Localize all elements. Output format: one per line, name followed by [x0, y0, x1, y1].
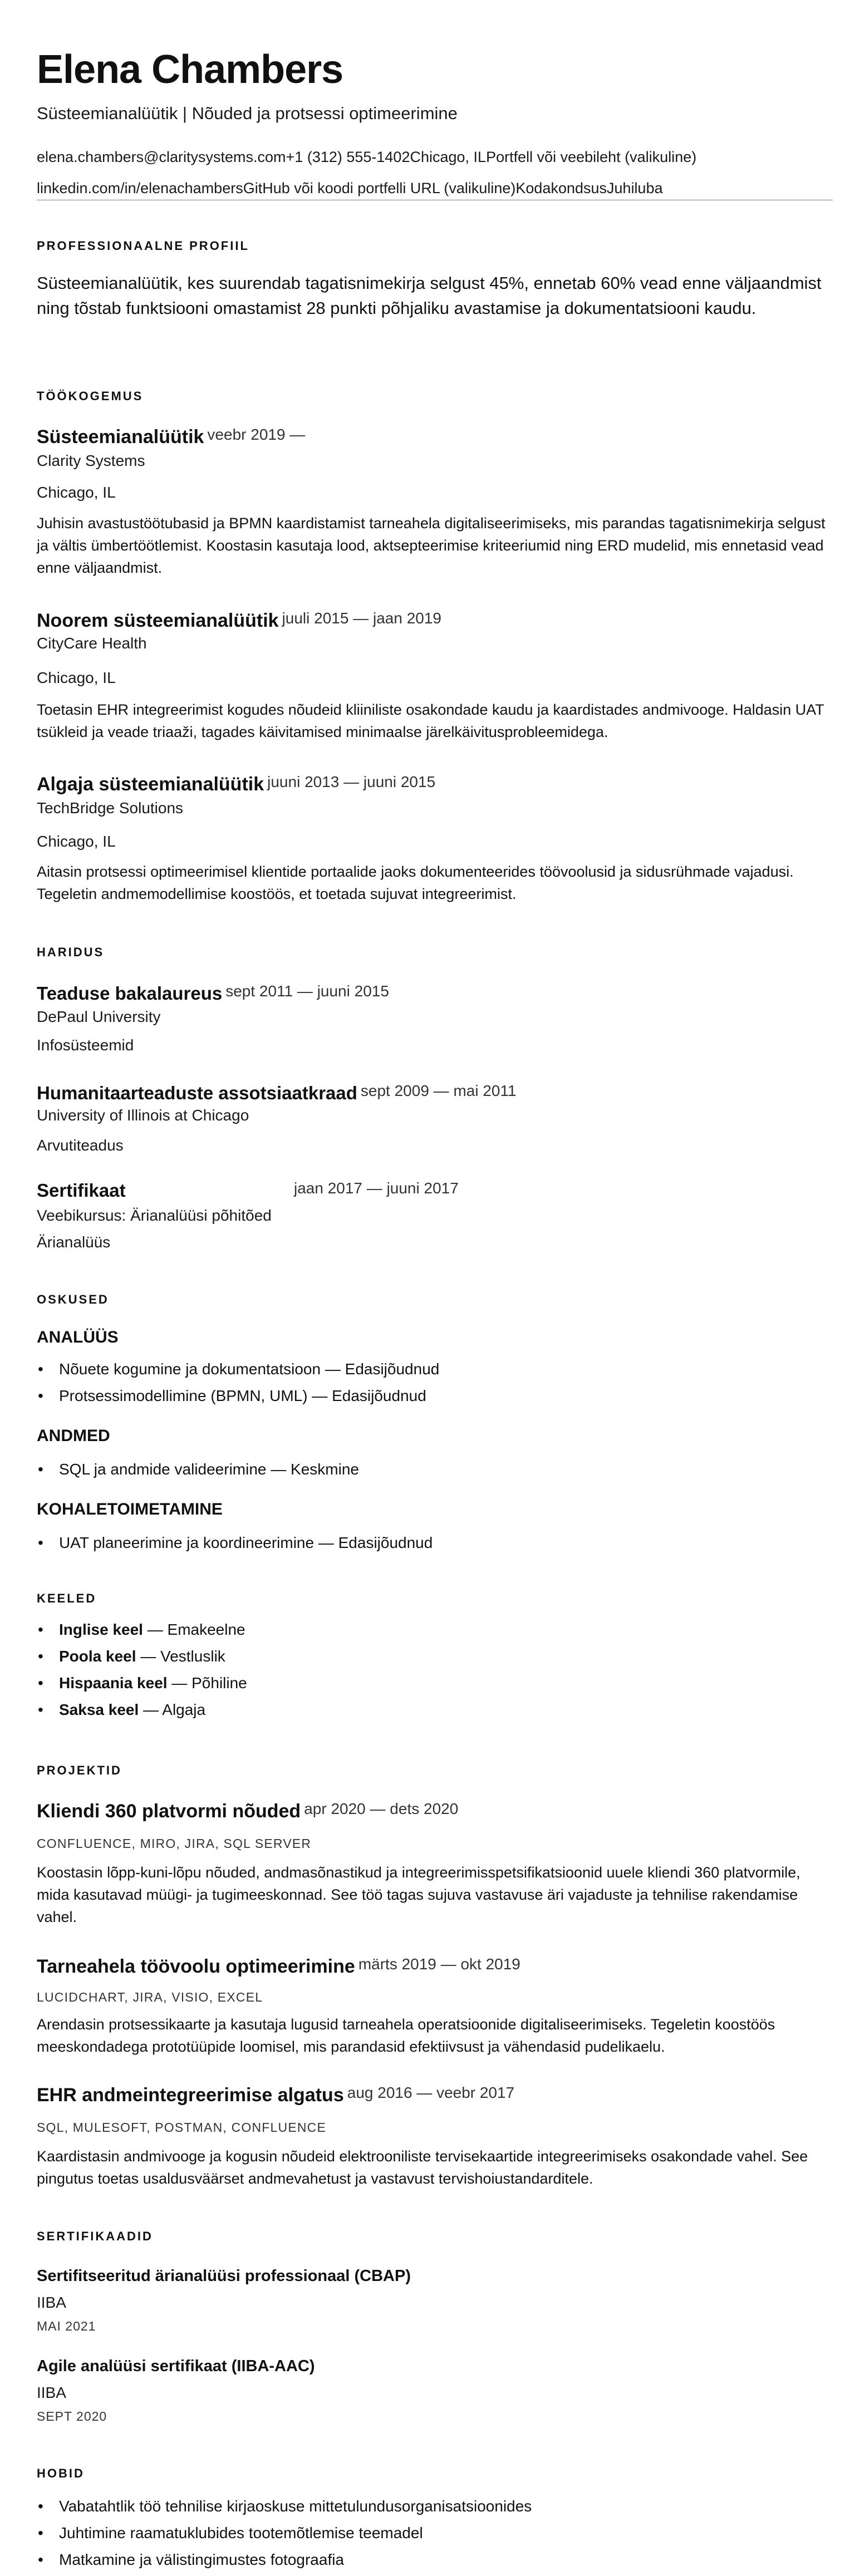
field-of-study: Infosüsteemid [37, 1036, 134, 1054]
language-name: Inglise keel [59, 1621, 143, 1638]
language-level: — Põhiline [167, 1674, 247, 1692]
location: Chicago, IL [410, 149, 487, 165]
language-name: Poola keel [59, 1648, 136, 1665]
company: Clarity Systems [37, 452, 145, 469]
project-dates: apr 2020 — dets 2020 [304, 1800, 459, 1817]
certification-issuer: IIBA [37, 2384, 66, 2401]
project-description: Koostasin lõpp-kuni-lõpu nõuded, andmasõnastikud ja integreerimisspetsifikatsioonid uuele kliendi 360 platvormile, mida kasutavad müügi- ja tugimeeskonnad. See töö tagas sujuva vastavuse äri vajaduste ja tehnilise rakendamise vahel. [37, 1864, 800, 1925]
contact-line-1 [37, 147, 696, 167]
portfolio-link[interactable]: Portfell või veebileht (valikuline) [486, 149, 697, 165]
degree: Sertifikaat [37, 1180, 126, 1201]
email-link[interactable]: elena.chambers@claritysystems.com [37, 149, 286, 165]
language-item [37, 1670, 247, 1697]
hobby-item: • Vabatahtlik töö tehnilise kirjaoskuse mittetulundusorganisatsioonides [37, 2493, 532, 2520]
language-item [37, 1697, 247, 1723]
github-link[interactable]: GitHub või koodi portfelli URL (valikuline) [243, 180, 516, 196]
job-title: Algaja süsteemianalüütik [37, 774, 264, 795]
job-dates: veebr 2019 — [207, 426, 306, 443]
skill-list [37, 1456, 359, 1483]
job-description: Aitasin protsessi optimeerimisel klientide portaalide jaoks dokumenteerides töövoolusid ja sidusrühmade vajadusi. Tegeletin andmemodellimise koostöös, et toetada sujuvat integreerimist. [37, 863, 794, 902]
job-dates: juuni 2013 — juuni 2015 [267, 773, 436, 790]
section-heading-projects: PROJEKTID [37, 1763, 122, 1777]
job-title: Süsteemianalüütik [37, 426, 204, 448]
section-heading-certifications: SERTIFIKAADID [37, 2229, 153, 2243]
skill-item: • UAT planeerimine ja koordineerimine — Edasijõudnud [37, 1530, 433, 1556]
project-tags: CONFLUENCE, MIRO, JIRA, SQL SERVER [37, 1836, 312, 1851]
job-location: Chicago, IL [37, 669, 116, 686]
candidate-name: Elena Chambers [37, 47, 343, 92]
company: TechBridge Solutions [37, 799, 184, 817]
field-of-study: Arvutiteadus [37, 1137, 124, 1154]
school: DePaul University [37, 1008, 161, 1025]
language-name: Saksa keel [59, 1701, 139, 1718]
section-heading-education: HARIDUS [37, 945, 105, 959]
skill-group-name: ANALÜÜS [37, 1328, 119, 1346]
education-dates: sept 2009 — mai 2011 [360, 1082, 517, 1099]
skill-group-name: ANDMED [37, 1427, 110, 1445]
section-heading-experience: TÖÖKOGEMUS [37, 389, 144, 403]
hobby-item: • Matkamine ja välistingimustes fotograafia [37, 2546, 532, 2573]
education-dates: jaan 2017 — juuni 2017 [294, 1179, 459, 1197]
headline: Süsteemianalüütik | Nõuded ja protsessi optimeerimine [37, 104, 458, 123]
language-name: Hispaania keel [59, 1674, 168, 1692]
project-dates: märts 2019 — okt 2019 [358, 1955, 520, 1973]
job-dates: juuli 2015 — jaan 2019 [282, 609, 442, 627]
skill-item: • Protsessimodellimine (BPMN, UML) — Edasijõudnud [37, 1383, 439, 1409]
skill-list [37, 1530, 433, 1556]
project-description: Kaardistasin andmivooge ja kogusin nõudeid elektrooniliste tervisekaartide integreerimiseks osakondade vahel. See pingutus toetas usaldusväärset andmevahetust ja vastavust tervishoiustandarditele. [37, 2148, 808, 2187]
citizenship: Kodakondsus [515, 180, 607, 196]
project-title: EHR andmeintegreerimise algatus [37, 2085, 344, 2106]
certification-date: SEPT 2020 [37, 2409, 107, 2423]
job-description: Toetasin EHR integreerimist kogudes nõudeid kliiniliste osakondade kaudu ja kaardistades andmivooge. Haldasin UAT tsükleid ja veade triaaži, tagades käivitamised minimaalse järelkäivitusprobleemidega. [37, 701, 824, 740]
profile-summary: Süsteemianalüütik, kes suurendab tagatisnimekirja selgust 45%, ennetab 60% vead enne väljaandmist ning tõstab funktsiooni omastamist 28 punkti põhjaliku avastamise ja dokumentatsiooni kaudu. [37, 273, 822, 318]
drivers-license: Juhiluba [607, 180, 663, 196]
header-divider [37, 199, 833, 201]
degree: Teaduse bakalaureus [37, 983, 223, 1004]
section-heading-skills: OSKUSED [37, 1292, 109, 1306]
project-tags: SQL, MULESOFT, POSTMAN, CONFLUENCE [37, 2120, 327, 2135]
field-of-study: Ärianalüüs [37, 1233, 111, 1251]
section-heading-profile: PROFESSIONAALNE PROFIIL [37, 239, 249, 253]
degree: Humanitaarteaduste assotsiaatkraad [37, 1083, 357, 1103]
skill-item: • SQL ja andmide valideerimine — Keskmine [37, 1456, 359, 1483]
certification-issuer: IIBA [37, 2294, 66, 2311]
contact-line-2 [37, 178, 663, 198]
certification-name: Agile analüüsi sertifikaat (IIBA-AAC) [37, 2357, 315, 2375]
certification-name: Sertifitseeritud ärianalüüsi professionaal (CBAP) [37, 2267, 411, 2285]
hobby-item: • Juhtimine raamatuklubides tootemõtlemise teemadel [37, 2520, 532, 2546]
company: CityCare Health [37, 635, 147, 652]
school: University of Illinois at Chicago [37, 1107, 249, 1124]
project-title: Tarneahela töövoolu optimeerimine [37, 1956, 355, 1977]
education-dates: sept 2011 — juuni 2015 [225, 982, 389, 1000]
school: Veebikursus: Ärianalüüsi põhitõed [37, 1207, 272, 1224]
project-dates: aug 2016 — veebr 2017 [347, 2084, 515, 2101]
language-item [37, 1616, 247, 1643]
skill-list [37, 1356, 439, 1409]
linkedin-link[interactable]: linkedin.com/in/elenachambers [37, 180, 243, 196]
section-heading-languages: KEELED [37, 1591, 97, 1605]
skill-group-name: KOHALETOIMETAMINE [37, 1500, 223, 1518]
job-location: Chicago, IL [37, 833, 116, 850]
skill-item: • Nõuete kogumine ja dokumentatsioon — Edasijõudnud [37, 1356, 439, 1383]
job-title: Noorem süsteemianalüütik [37, 610, 279, 631]
language-level: — Vestluslik [136, 1648, 225, 1665]
job-location: Chicago, IL [37, 484, 116, 501]
language-level: — Emakeelne [142, 1621, 245, 1638]
project-tags: LUCIDCHART, JIRA, VISIO, EXCEL [37, 1990, 263, 2004]
section-heading-hobbies: HOBID [37, 2466, 85, 2480]
job-description: Juhisin avastustöötubasid ja BPMN kaardistamist tarneahela digitaliseerimiseks, mis parandas tagatisnimekirja selgust ja vältis ümbertöötlemist. Koostasin kasutaja lood, aktsepteerimise kriteeriumid ning ERD mudelid, mis ennetasid vead enne väljaandmist. [37, 515, 825, 576]
hobby-list [37, 2493, 532, 2573]
language-item [37, 1643, 247, 1670]
language-level: — Algaja [139, 1701, 206, 1718]
language-list [37, 1616, 247, 1723]
project-title: Kliendi 360 platvormi nõuded [37, 1801, 301, 1822]
project-description: Arendasin protsessikaarte ja kasutaja lugusid tarneahela operatsioonide digitaliseerimiseks. Tegeletin koostöös meeskondadega prototüüpide loomisel, mis parandasid efektiivsust ja vähendasid pudelikaelu. [37, 2016, 775, 2055]
certification-date: MAI 2021 [37, 2319, 96, 2333]
phone: +1 (312) 555-1402 [286, 149, 410, 165]
